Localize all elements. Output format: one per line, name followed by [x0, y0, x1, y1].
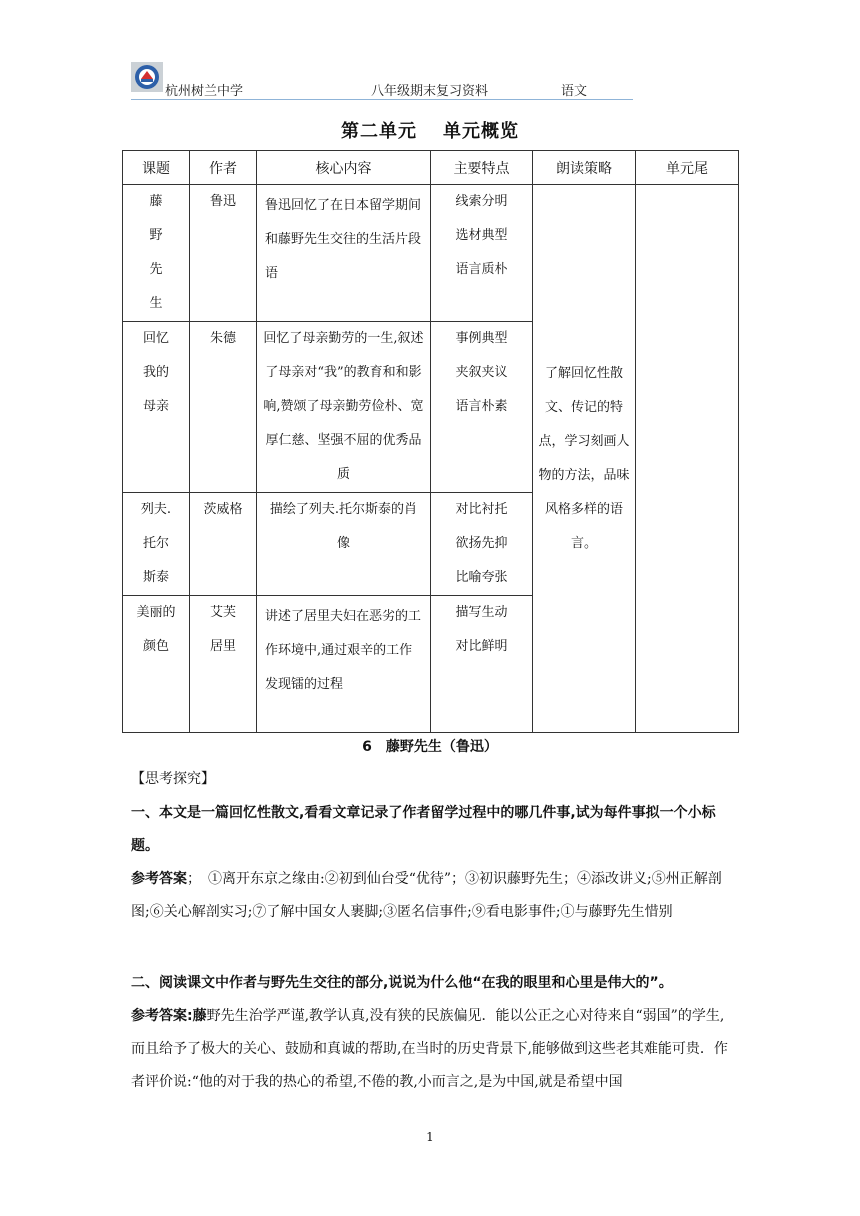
author-cell: 鲁迅	[190, 185, 257, 322]
header-document-title: 八年级期末复习资料	[371, 84, 489, 99]
answer-1	[131, 863, 735, 929]
author-cell: 艾芙 居里	[190, 596, 257, 733]
author-cell: 茨威格	[190, 493, 257, 596]
table-header-row	[123, 151, 739, 185]
school-logo-icon	[131, 62, 163, 92]
content-cell: 鲁迅回忆了在日本留学期间和藤野先生交往的生活片段语	[257, 185, 431, 322]
header-school: 杭州树兰中学	[165, 84, 244, 99]
author-cell: 朱德	[190, 322, 257, 493]
features-cell: 描写生动 对比鲜明	[431, 596, 533, 733]
unit-overview-table	[122, 150, 739, 733]
header-cell: 课题	[123, 151, 190, 185]
answer-label: 参考答案	[131, 871, 187, 887]
answer-2-label: 参考答案:藤	[131, 1008, 207, 1024]
question-2: 二、阅读课文中作者与野先生交往的部分,说说为什么他“在我的眼里和心里是伟大的”。	[131, 975, 673, 991]
features-cell: 线索分明 选材典型 语言质朴	[431, 185, 533, 322]
lesson-title-cell: 美丽的 颜色	[123, 596, 190, 733]
lesson-section-title: 6 藤野先生（鲁迅）	[362, 739, 498, 755]
question-1: 一、本文是一篇回忆性散文,看看文章记录了作者留学过程中的哪几件事,试为每件事拟一个小标题。	[131, 805, 716, 854]
content-cell: 回忆了母亲勤劳的一生,叙述了母亲对“我”的教育和和影响,赞颂了母亲勤劳俭朴、宽厚仁慈、坚强不屈的优秀品质	[257, 322, 431, 493]
unit-title-number: 第二单元	[341, 121, 417, 142]
features-cell: 对比衬托 欲扬先抑 比喻夸张	[431, 493, 533, 596]
features-cell: 事例典型 夹叙夹议 语言朴素	[431, 322, 533, 493]
header-divider	[131, 99, 633, 100]
header-cell: 主要特点	[431, 151, 533, 185]
answer-1-text: ； ①离开东京之缘由:②初到仙台受“优待”；③初识藤野先生；④添改讲义;⑤州正解剖图;⑥关心解剖实习;⑦了解中国女人裹脚;③匿名信事件;⑨看电影事件;①与藤野先生惜别	[131, 871, 722, 920]
header-subject: 语文	[561, 84, 588, 99]
header-cell: 朗读策略	[533, 151, 636, 185]
header-cell: 核心内容	[257, 151, 431, 185]
lesson-title-cell: 回忆 我的 母亲	[123, 322, 190, 493]
answer-2	[131, 1000, 735, 1099]
answer-2-text: 野先生治学严谨,教学认真,没有狭的民族偏见．能以公正之心对待来自“弱国”的学生,而且给予了极大的关心、鼓励和真诚的帮助,在当时的历史背景下,能够做到这些老其难能可贵．作者评价说:“他的对于我的热心的希望,不倦的教,小而言之,是为中国,就是希望中国	[131, 1008, 728, 1090]
think-explore-label: 【思考探究】	[131, 771, 215, 787]
page-number: 1	[426, 1130, 434, 1144]
lesson-title-cell: 列夫. 托尔 斯泰	[123, 493, 190, 596]
table-row	[123, 185, 739, 322]
unit-title-overview: 单元概览	[443, 121, 519, 142]
unit-title	[0, 117, 860, 143]
header-cell: 单元尾	[636, 151, 739, 185]
content-cell: 讲述了居里夫妇在恶劣的工作环境中,通过艰辛的工作发现镭的过程	[257, 596, 431, 733]
content-cell: 描绘了列夫.托尔斯泰的肖像	[257, 493, 431, 596]
lesson-title-cell: 藤 野 先 生	[123, 185, 190, 322]
reading-strategy-cell: 了解回忆性散文、传记的特点，学习刻画人物的方法，品味风格多样的语言。	[533, 185, 636, 733]
unit-end-cell	[636, 185, 739, 733]
header-cell: 作者	[190, 151, 257, 185]
